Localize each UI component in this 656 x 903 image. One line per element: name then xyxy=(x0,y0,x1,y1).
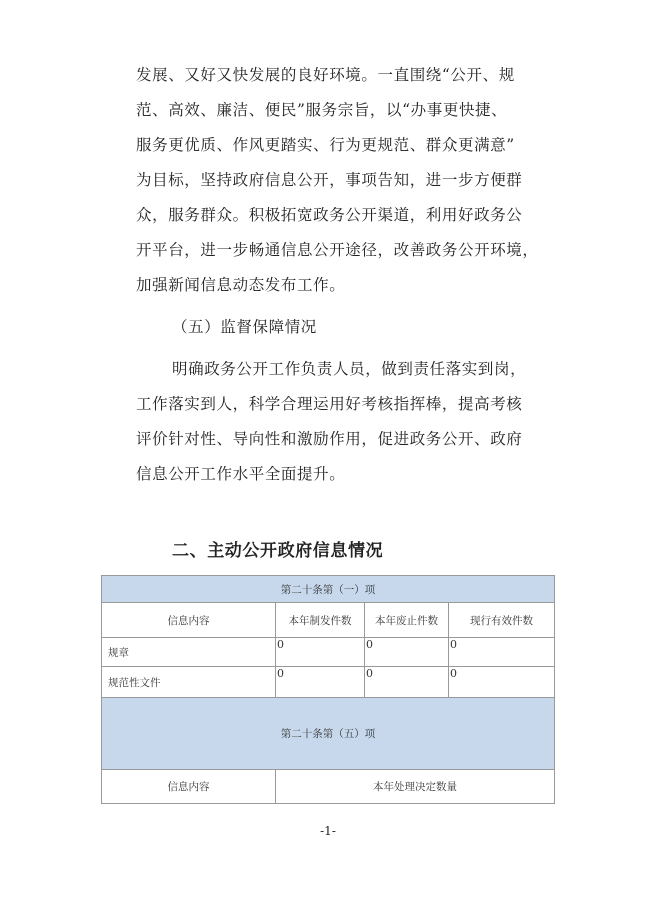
row-label: 规范性文件 xyxy=(102,667,276,698)
info-table xyxy=(101,575,555,804)
section-heading: 二、主动公开政府信息情况 xyxy=(172,541,384,561)
table-row xyxy=(102,667,555,698)
paragraph-line: 评价针对性、导向性和激励作用，促进政务公开、政府 xyxy=(136,430,523,448)
subheading-supervision: （五）监督保障情况 xyxy=(172,318,317,336)
paragraph-line: 发展、又好又快发展的良好环境。一直围绕“公开、规 xyxy=(136,66,515,84)
paragraph-line: 明确政务公开工作负责人员，做到责任落实到岗， xyxy=(172,360,527,378)
paragraph-line: 服务更优质、作风更踏实、行为更规范、群众更满意” xyxy=(136,136,515,154)
table-header: 本年制发件数 xyxy=(276,603,365,638)
table-section2-title: 第二十条第（五）项 xyxy=(102,698,555,770)
row-value: 0 xyxy=(365,638,449,667)
row-value: 0 xyxy=(365,667,449,698)
paragraph-supervision xyxy=(136,352,576,492)
paragraph-line: 为目标，坚持政府信息公开，事项告知，进一步方便群 xyxy=(136,171,523,189)
table-header: 信息内容 xyxy=(102,770,276,804)
row-value: 0 xyxy=(276,667,365,698)
page-number: -1- xyxy=(320,824,336,838)
table-header: 信息内容 xyxy=(102,603,276,638)
paragraph-line: 加强新闻信息动态发布工作。 xyxy=(136,276,346,294)
paragraph-line: 范、高效、廉洁、便民”服务宗旨，以“办事更快捷、 xyxy=(136,101,508,119)
table-header: 现行有效件数 xyxy=(449,603,555,638)
row-value: 0 xyxy=(276,638,365,667)
row-value: 0 xyxy=(449,667,555,698)
paragraph-line: 众，服务群众。积极拓宽政务公开渠道，利用好政务公 xyxy=(136,206,523,224)
paragraph-line: 信息公开工作水平全面提升。 xyxy=(136,465,346,483)
paragraph-line: 开平台，进一步畅通信息公开途径，改善政务公开环境， xyxy=(136,241,539,259)
paragraph-environment xyxy=(136,58,576,303)
table-header: 本年废止件数 xyxy=(365,603,449,638)
row-value: 0 xyxy=(449,638,555,667)
table-header: 本年处理决定数量 xyxy=(276,770,555,804)
paragraph-line: 工作落实到人，科学合理运用好考核指挥棒，提高考核 xyxy=(136,395,523,413)
table-row xyxy=(102,638,555,667)
row-label: 规章 xyxy=(102,638,276,667)
table-section1-title: 第二十条第（一）项 xyxy=(102,576,555,603)
